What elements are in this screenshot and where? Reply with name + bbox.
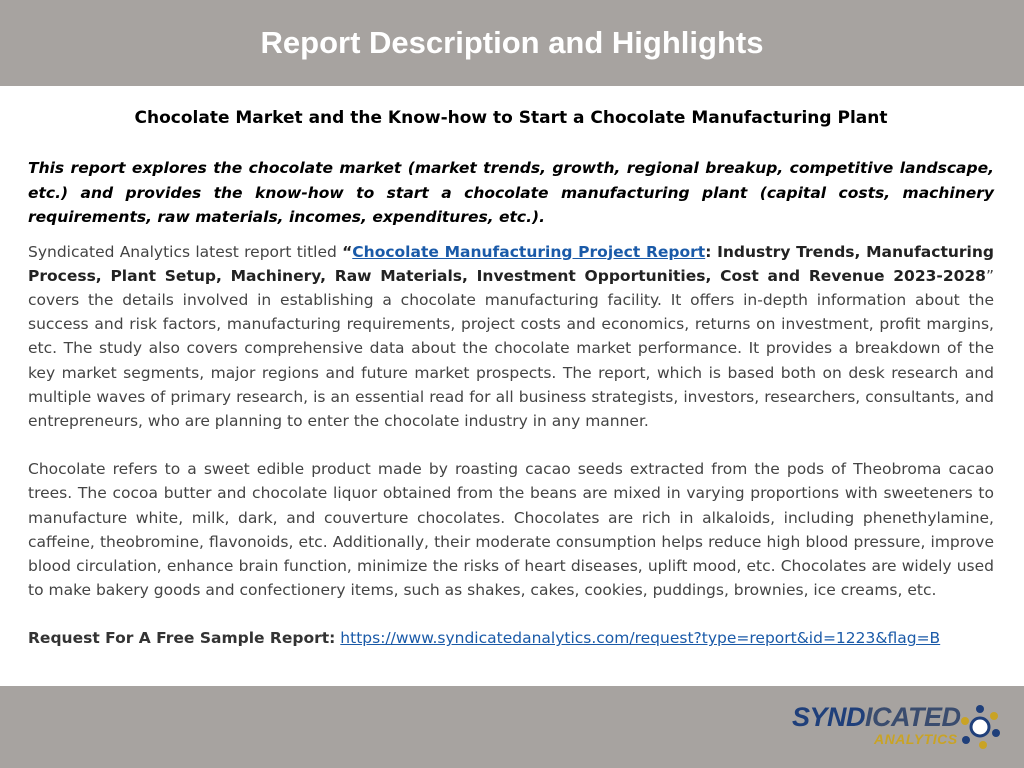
syndicated-analytics-logo	[792, 700, 1002, 756]
report-subtitle: Chocolate Market and the Know-how to Start a Chocolate Manufacturing Plant	[134, 108, 888, 128]
page-title: Report Description and Highlights	[260, 25, 764, 60]
header-bar	[0, 0, 1024, 86]
report-content	[28, 104, 994, 650]
para1-lead: Syndicated Analytics latest report titled	[28, 242, 343, 261]
footer-bar	[0, 686, 1024, 768]
intro-paragraph: This report explores the chocolate market (market trends, growth, regional breakup, competitive landscape, etc.) and provides the know-how to start a chocolate manufacturing plant (capital costs, machinery requirements, raw materials, incomes, expenditures, etc.).	[28, 159, 994, 226]
request-sample-line	[28, 626, 994, 650]
chocolate-definition-paragraph: Chocolate refers to a sweet edible product made by roasting cacao seeds extracted from the pods of Theobroma cacao trees. The cocoa butter and chocolate liquor obtained from the beans are mixed in varying proportions with sweeteners to manufacture white, milk, dark, and couverture chocolates. Chocolates are rich in alkaloids, including phenethylamine, caffeine, theobromine, flavonoids, etc. Additionally, their moderate consumption helps reduce high blood pressure, improve blood circulation, enhance brain function, minimize the risks of heart diseases, uplift mood, etc. Chocolates are widely used to make bakery goods and confectionery items, such as shakes, cakes, cookies, puddings, brownies, ice creams, etc.	[28, 460, 994, 600]
request-label: Request For A Free Sample Report:	[28, 629, 336, 648]
logo-name-part1: SYND	[792, 702, 866, 732]
open-quote: “	[342, 242, 353, 261]
description-paragraph	[28, 240, 994, 434]
report-title-rest: : Industry Trends, Manufacturing Process, Plant Setup, Machinery, Raw Materials, Investment Opportunities, Cost and Revenue 2023-2028	[28, 242, 994, 285]
close-quote: ”	[985, 266, 994, 285]
request-sample-link[interactable]: https://www.syndicatedanalytics.com/request?type=report&id=1223&flag=B	[340, 629, 941, 648]
logo-name-part2: ICATED	[865, 702, 961, 732]
logo-wordmark	[792, 702, 961, 733]
report-title-link[interactable]: Chocolate Manufacturing Project Report	[352, 242, 706, 261]
para1-body: covers the details involved in establishing a chocolate manufacturing facility. It offers in-depth information about the success and risk factors, manufacturing requirements, project costs and economics, returns on investment, profit margins, etc. The study also covers comprehensive data about the chocolate market performance. It provides a breakdown of the key market segments, major regions and future market prospects. The report, which is based both on desk research and multiple waves of primary research, is an essential read for all business strategists, investors, researchers, consultants, and entrepreneurs, who are planning to enter the chocolate industry in any manner.	[28, 290, 994, 430]
logo-subtext: ANALYTICS	[874, 731, 958, 747]
logo-circles-icon	[958, 704, 1002, 750]
